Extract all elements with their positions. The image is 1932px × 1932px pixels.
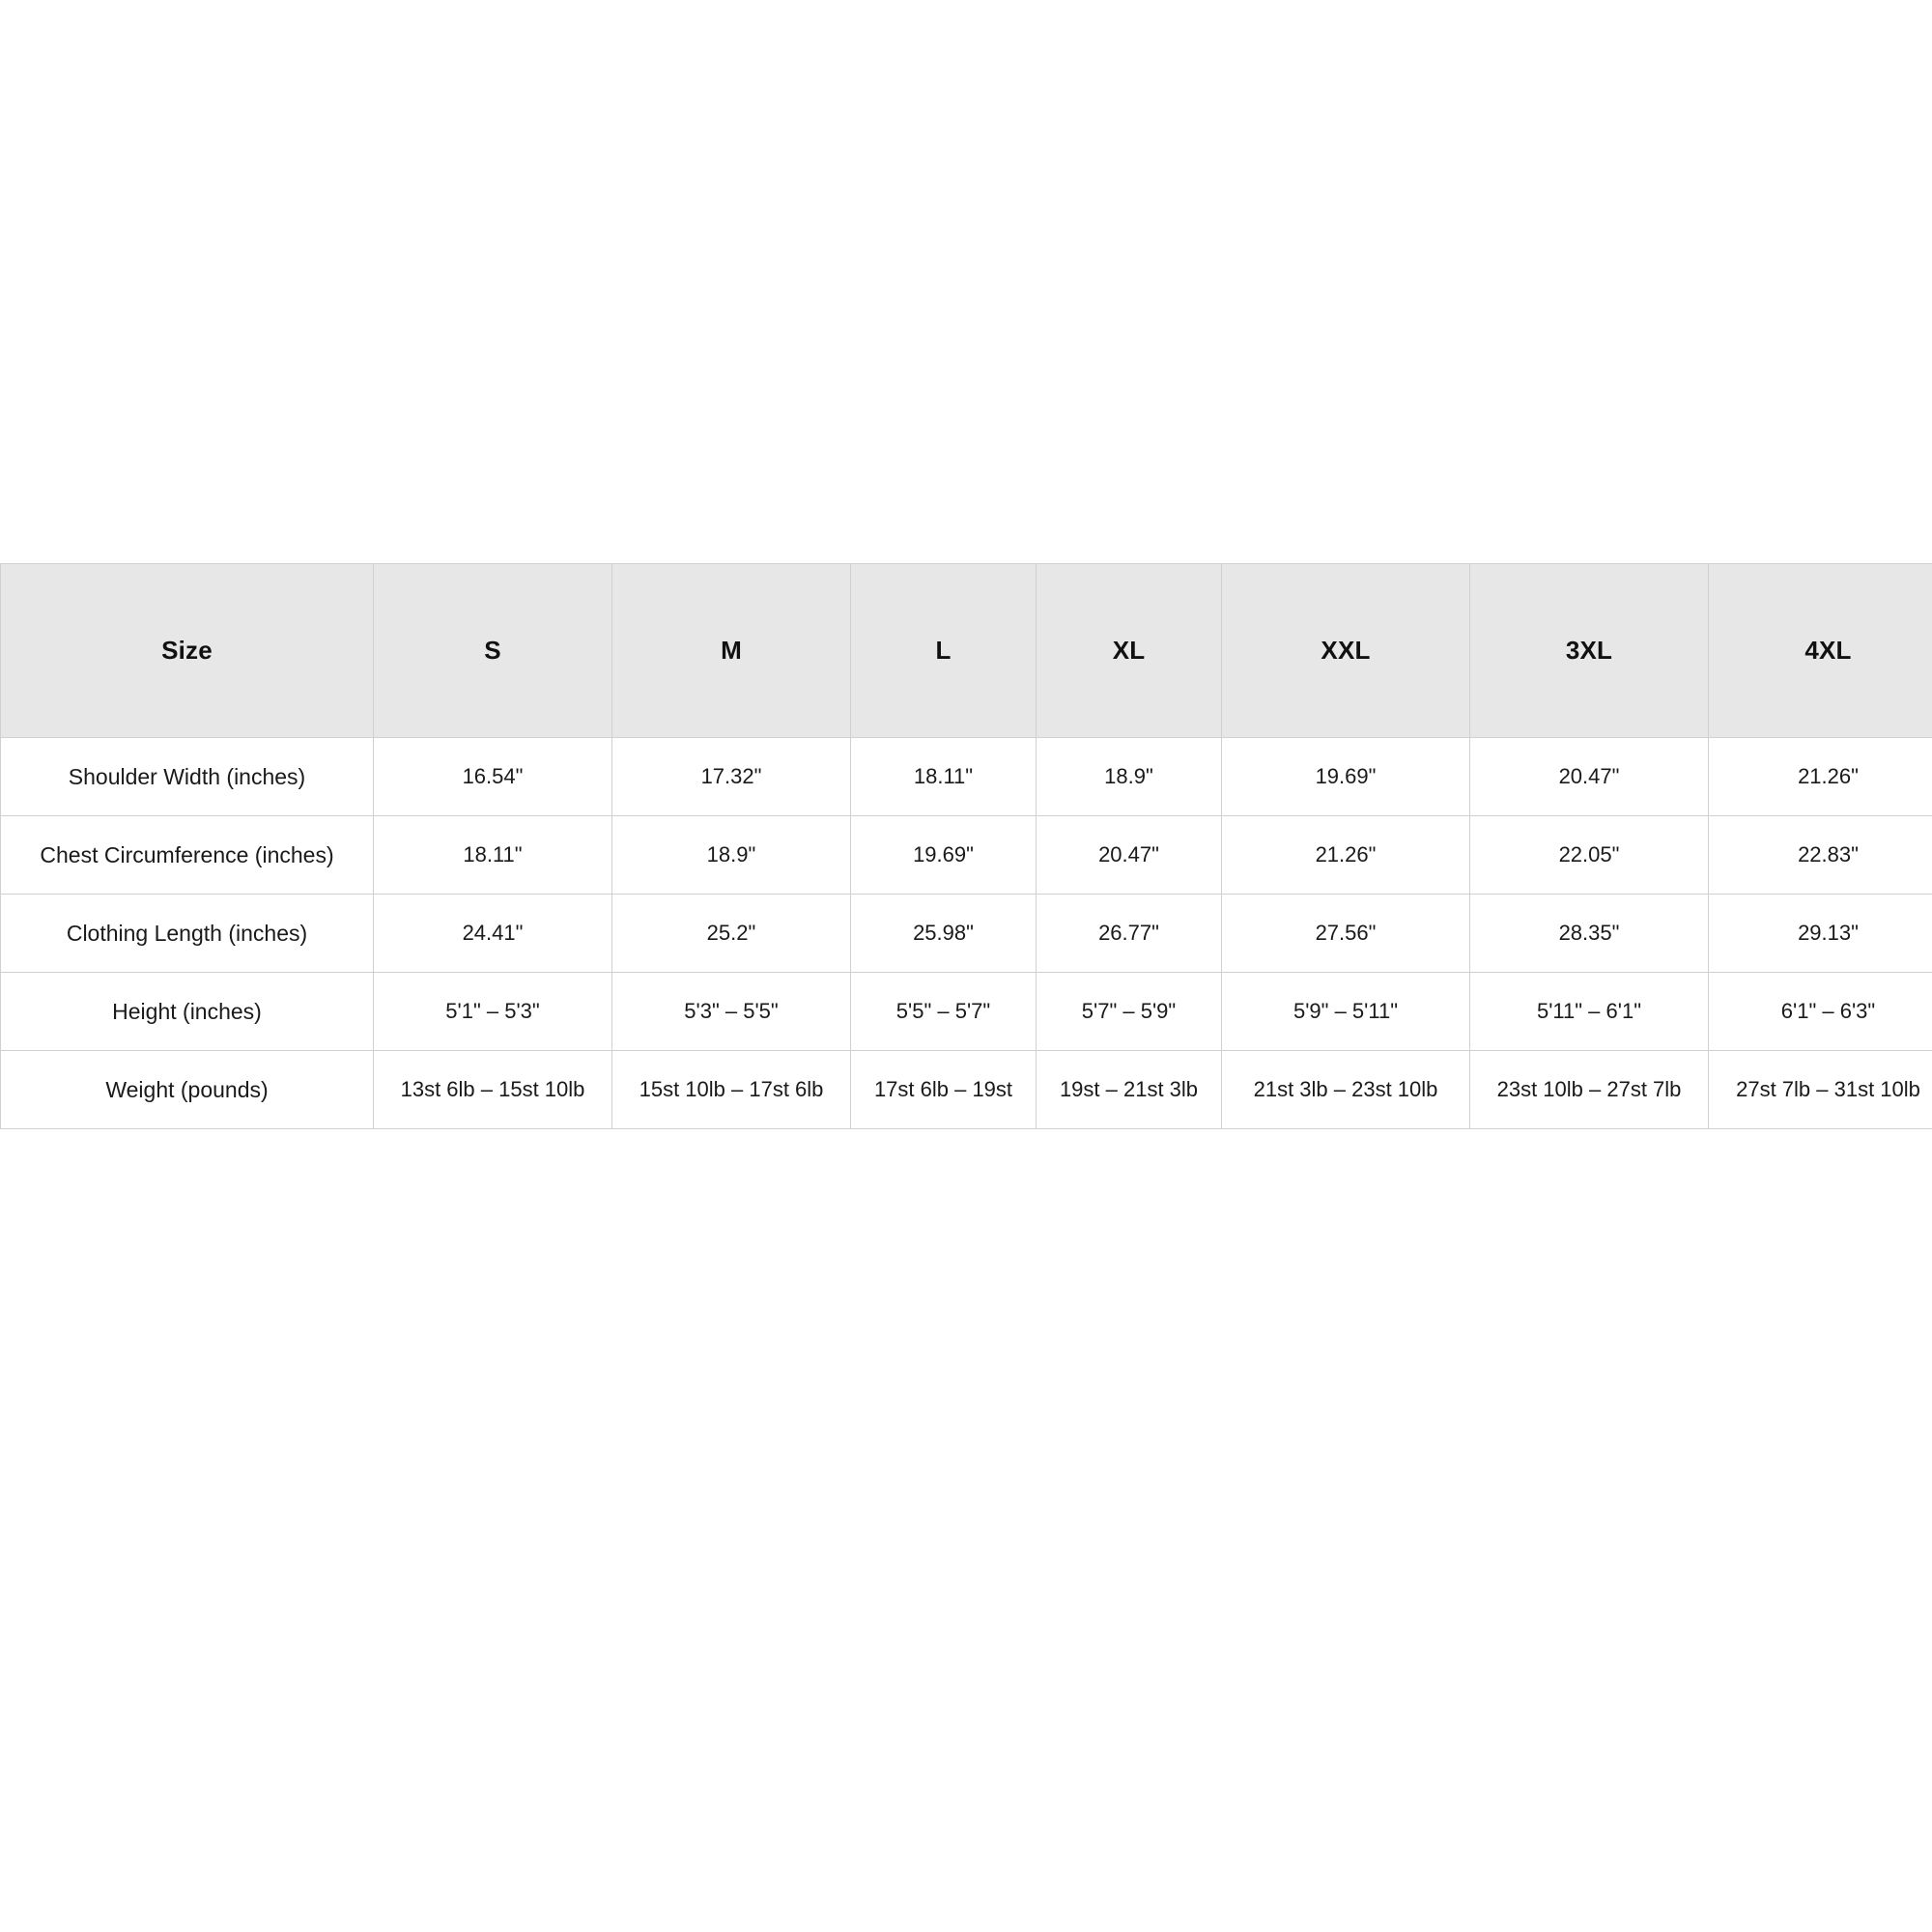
cell-height-4xl: 6'1" – 6'3" [1709, 973, 1932, 1051]
row-label-shoulder-width: Shoulder Width (inches) [1, 738, 374, 816]
row-label-chest-circumference: Chest Circumference (inches) [1, 816, 374, 895]
column-header-size: Size [1, 564, 374, 738]
size-chart-table [0, 563, 1932, 1129]
table-row [1, 895, 1932, 973]
row-label-height: Height (inches) [1, 973, 374, 1051]
cell-chest-circumference-l: 19.69" [851, 816, 1037, 895]
cell-clothing-length-xl: 26.77" [1037, 895, 1222, 973]
table-body [1, 738, 1932, 1129]
cell-clothing-length-4xl: 29.13" [1709, 895, 1932, 973]
cell-height-xl: 5'7" – 5'9" [1037, 973, 1222, 1051]
cell-weight-3xl: 23st 10lb – 27st 7lb [1470, 1051, 1709, 1129]
cell-chest-circumference-xl: 20.47" [1037, 816, 1222, 895]
row-label-clothing-length: Clothing Length (inches) [1, 895, 374, 973]
cell-shoulder-width-m: 17.32" [612, 738, 851, 816]
cell-clothing-length-m: 25.2" [612, 895, 851, 973]
cell-shoulder-width-xl: 18.9" [1037, 738, 1222, 816]
column-header-m: M [612, 564, 851, 738]
column-header-l: L [851, 564, 1037, 738]
cell-chest-circumference-xxl: 21.26" [1222, 816, 1470, 895]
cell-chest-circumference-4xl: 22.83" [1709, 816, 1932, 895]
cell-height-xxl: 5'9" – 5'11" [1222, 973, 1470, 1051]
cell-shoulder-width-xxl: 19.69" [1222, 738, 1470, 816]
cell-weight-s: 13st 6lb – 15st 10lb [374, 1051, 612, 1129]
cell-weight-m: 15st 10lb – 17st 6lb [612, 1051, 851, 1129]
cell-clothing-length-3xl: 28.35" [1470, 895, 1709, 973]
cell-clothing-length-s: 24.41" [374, 895, 612, 973]
table-row [1, 738, 1932, 816]
cell-weight-l: 17st 6lb – 19st [851, 1051, 1037, 1129]
column-header-3xl: 3XL [1470, 564, 1709, 738]
cell-height-3xl: 5'11" – 6'1" [1470, 973, 1709, 1051]
table-row [1, 816, 1932, 895]
cell-height-l: 5'5" – 5'7" [851, 973, 1037, 1051]
cell-shoulder-width-4xl: 21.26" [1709, 738, 1932, 816]
column-header-4xl: 4XL [1709, 564, 1932, 738]
table-row [1, 1051, 1932, 1129]
cell-weight-4xl: 27st 7lb – 31st 10lb [1709, 1051, 1932, 1129]
cell-chest-circumference-3xl: 22.05" [1470, 816, 1709, 895]
header-row [1, 564, 1932, 738]
cell-clothing-length-l: 25.98" [851, 895, 1037, 973]
cell-chest-circumference-s: 18.11" [374, 816, 612, 895]
cell-height-m: 5'3" – 5'5" [612, 973, 851, 1051]
cell-shoulder-width-l: 18.11" [851, 738, 1037, 816]
row-label-weight: Weight (pounds) [1, 1051, 374, 1129]
size-chart-container [0, 563, 1932, 1129]
column-header-s: S [374, 564, 612, 738]
column-header-xl: XL [1037, 564, 1222, 738]
cell-weight-xxl: 21st 3lb – 23st 10lb [1222, 1051, 1470, 1129]
cell-shoulder-width-s: 16.54" [374, 738, 612, 816]
table-header [1, 564, 1932, 738]
cell-chest-circumference-m: 18.9" [612, 816, 851, 895]
table-row [1, 973, 1932, 1051]
cell-shoulder-width-3xl: 20.47" [1470, 738, 1709, 816]
cell-clothing-length-xxl: 27.56" [1222, 895, 1470, 973]
cell-height-s: 5'1" – 5'3" [374, 973, 612, 1051]
cell-weight-xl: 19st – 21st 3lb [1037, 1051, 1222, 1129]
column-header-xxl: XXL [1222, 564, 1470, 738]
